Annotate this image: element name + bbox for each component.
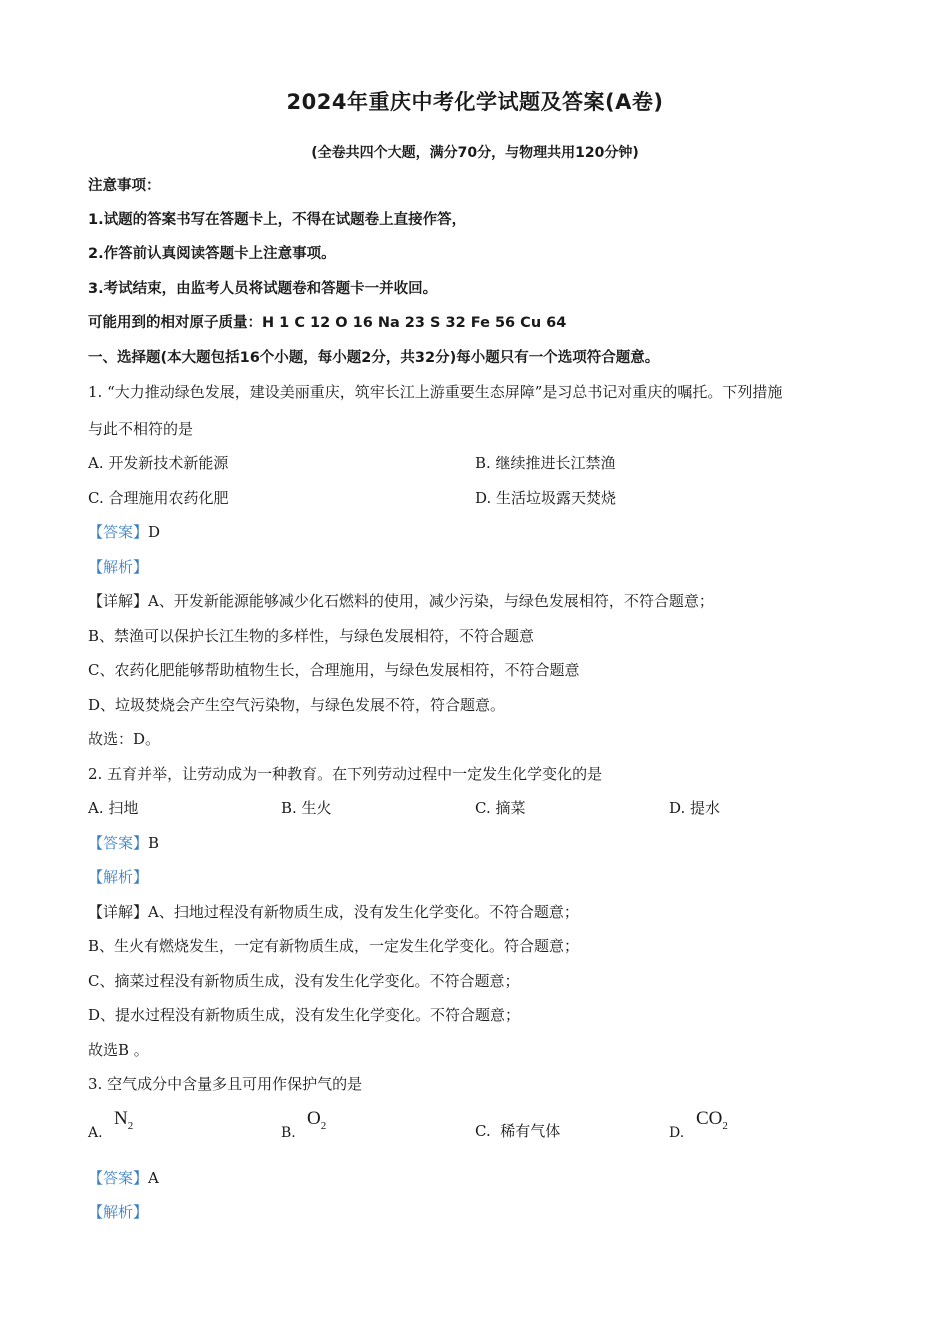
note-item-1: 1.试题的答案书写在答题卡上，不得在试题卷上直接作答， xyxy=(88,212,467,228)
q2-option-d: D. 提水 xyxy=(669,799,721,817)
section-heading: 一、选择题(本大题包括16个小题，每小题2分，共32分)每小题只有一个选项符合题意。 xyxy=(88,350,660,366)
q3-option-d-letter: D. xyxy=(669,1125,685,1141)
q1-answer-value: D xyxy=(148,523,161,541)
atomic-mass-line: 可能用到的相对原子质量：H 1 C 12 O 16 Na 23 S 32 Fe 56 Cu 64 xyxy=(88,315,567,331)
q1-detail-4: D、垃圾焚烧会产生空气污染物，与绿色发展不符，符合题意。 xyxy=(88,696,506,714)
q1-answer xyxy=(88,521,160,543)
page-subtitle: (全卷共四个大题，满分70分，与物理共用120分钟) xyxy=(311,145,639,161)
q1-option-d: D. 生活垃圾露天焚烧 xyxy=(475,489,617,507)
q3-answer-value: A xyxy=(148,1169,159,1187)
q1-option-a: A. 开发新技术新能源 xyxy=(88,454,229,472)
q3-option-a-formula: $N_2$ xyxy=(114,1108,134,1132)
q3-option-c: C. 稀有气体 xyxy=(475,1122,561,1140)
q2-answer xyxy=(88,832,159,854)
q1-stem-line2: 与此不相符的是 xyxy=(88,420,194,438)
q1-conclusion: 故选：D。 xyxy=(88,730,161,748)
answer-label: 【答案】 xyxy=(88,834,149,852)
q2-stem: 2. 五育并举，让劳动成为一种教育。在下列劳动过程中一定发生化学变化的是 xyxy=(88,765,603,783)
q3-option-b-letter: B. xyxy=(281,1125,296,1141)
q3-stem: 3. 空气成分中含量多且可用作保护气的是 xyxy=(88,1075,363,1093)
q2-detail-3: C、摘菜过程没有新物质生成，没有发生化学变化。不符合题意； xyxy=(88,972,520,990)
q3-option-d-formula: $CO_2$ xyxy=(696,1108,728,1132)
q2-detail-4: D、提水过程没有新物质生成，没有发生化学变化。不符合题意； xyxy=(88,1006,521,1024)
q2-analysis-label: 【解析】 xyxy=(88,868,149,886)
q1-detail-3: C、农药化肥能够帮助植物生长，合理施用，与绿色发展相符，不符合题意 xyxy=(88,661,580,679)
q1-analysis-label: 【解析】 xyxy=(88,558,149,576)
q3-answer xyxy=(88,1167,159,1189)
notes-heading: 注意事项： xyxy=(88,178,161,194)
q2-option-b: B. 生火 xyxy=(281,799,332,817)
q3-option-a-letter: A. xyxy=(88,1125,103,1141)
answer-label: 【答案】 xyxy=(88,523,149,541)
note-item-3: 3.考试结束，由监考人员将试题卷和答题卡一并收回。 xyxy=(88,281,438,297)
detail-label: 【详解】 xyxy=(88,592,149,610)
q3-option-b-formula: $O_2$ xyxy=(307,1108,327,1132)
q1-option-b: B. 继续推进长江禁渔 xyxy=(475,454,616,472)
q2-option-c: C. 摘菜 xyxy=(475,799,526,817)
q2-conclusion: 故选B 。 xyxy=(88,1041,149,1059)
note-item-2: 2.作答前认真阅读答题卡上注意事项。 xyxy=(88,246,336,262)
q1-option-c: C. 合理施用农药化肥 xyxy=(88,489,229,507)
page-title: 2024年重庆中考化学试题及答案(A卷) xyxy=(286,90,664,114)
q3-analysis-label: 【解析】 xyxy=(88,1203,149,1221)
detail-label: 【详解】 xyxy=(88,903,149,921)
q2-answer-value: B xyxy=(148,834,160,852)
q2-detail-2: B、生火有燃烧发生，一定有新物质生成，一定发生化学变化。符合题意； xyxy=(88,937,580,955)
answer-label: 【答案】 xyxy=(88,1169,149,1187)
q1-detail-2: B、禁渔可以保护长江生物的多样性，与绿色发展相符，不符合题意 xyxy=(88,627,535,645)
q1-detail-1: 【详解】A、开发新能源能够减少化石燃料的使用，减少污染，与绿色发展相符，不符合题意； xyxy=(88,592,714,610)
q2-detail-1: 【详解】A、扫地过程没有新物质生成，没有发生化学变化。不符合题意； xyxy=(88,903,579,921)
q2-option-a: A. 扫地 xyxy=(88,799,139,817)
q1-stem-line1: 1. “大力推动绿色发展，建设美丽重庆，筑牢长江上游重要生态屏障”是习总书记对重庆的嘱托。下列措施 xyxy=(88,383,783,401)
